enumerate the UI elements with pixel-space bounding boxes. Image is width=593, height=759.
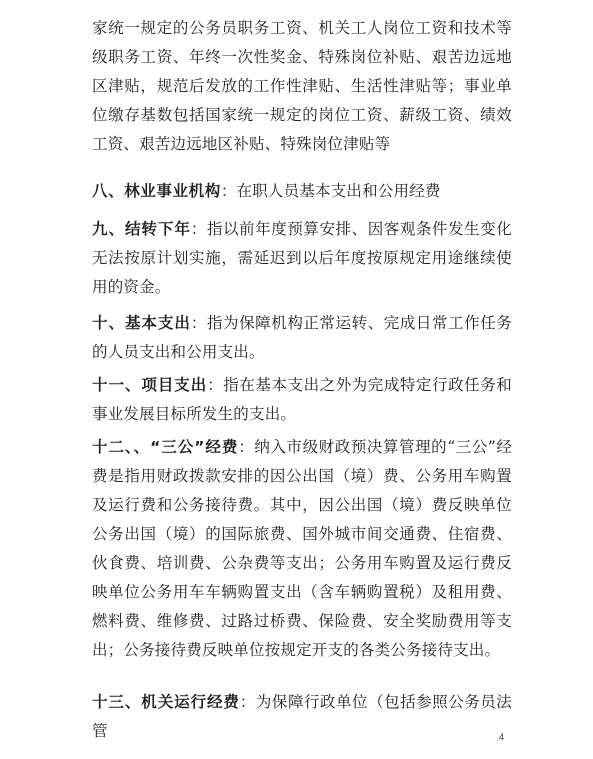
paragraph-separator: ： [220, 182, 237, 200]
paragraph-housing-fund-base [92, 14, 512, 159]
paragraph-term: 九、结转下年 [92, 220, 191, 238]
paragraph-separator: ： [190, 314, 207, 332]
paragraph-body: 指为保障机构正常运转、完成日常工作任务的人员支出和公用支出。 [92, 314, 512, 361]
paragraph-separator: ： [207, 376, 224, 394]
paragraph-project-expenditure [92, 371, 512, 429]
paragraph-carryover [92, 215, 512, 302]
paragraph-separator: ： [238, 438, 255, 456]
paragraph-term: 十三、机关运行经费 [92, 693, 240, 711]
paragraph-term: 八、林业事业机构 [92, 182, 221, 200]
paragraph-body: 在职人员基本支出和公用经费 [236, 182, 441, 200]
paragraph-body: 指以前年度预算安排、因客观条件发生变化无法按原计划实施，需延迟到以后年度按原规定用途继续使用的资金。 [92, 220, 512, 296]
paragraph-separator: ： [239, 693, 256, 711]
paragraph-body: 纳入市级财政预决算管理的“三公”经费是指用财政拨款安排的因公出国（境）费、公务用车购置及运行费和公务接待费。其中，因公出国（境）费反映单位公务出国（境）的国际旅费、国外城市间交通费、住宿费、伙食费、培训费、公杂费等支出；公务用车购置及运行费反映单位公务用车车辆购置支出（含车辆购置税）及租用费、燃料费、维修费、过路过桥费、保险费、安全奖励费用等支出；公务接待费反映单位按规定开支的各类公务接待支出。 [92, 438, 513, 659]
paragraph-three-public-expenses [92, 433, 512, 665]
paragraph-basic-expenditure [92, 309, 512, 367]
paragraph-body: 家统一规定的公务员职务工资、机关工人岗位工资和技术等级职务工资、年终一次性奖金、特殊岗位补贴、艰苦边远地区津贴，规范后发放的工作性津贴、生活性津贴等；事业单位缴存基数包括国家统一规定的岗位工资、薪级工资、绩效工资、艰苦边远地区补贴、特殊岗位津贴等 [92, 19, 512, 153]
paragraph-forestry-institution [92, 177, 512, 206]
paragraph-term: 十、基本支出 [92, 314, 191, 332]
paragraph-body: 指在基本支出之外为完成特定行政任务和事业发展目标所发生的支出。 [92, 376, 512, 423]
paragraph-term: 十一、项目支出 [92, 376, 208, 394]
page-number: 4 [499, 732, 505, 742]
paragraph-agency-operating-costs [92, 688, 512, 746]
paragraph-body: 为保障行政单位（包括参照公务员法管 [92, 693, 513, 740]
paragraph-separator: ： [190, 220, 207, 238]
paragraph-term: 十二、、“三公”经费 [92, 438, 239, 456]
